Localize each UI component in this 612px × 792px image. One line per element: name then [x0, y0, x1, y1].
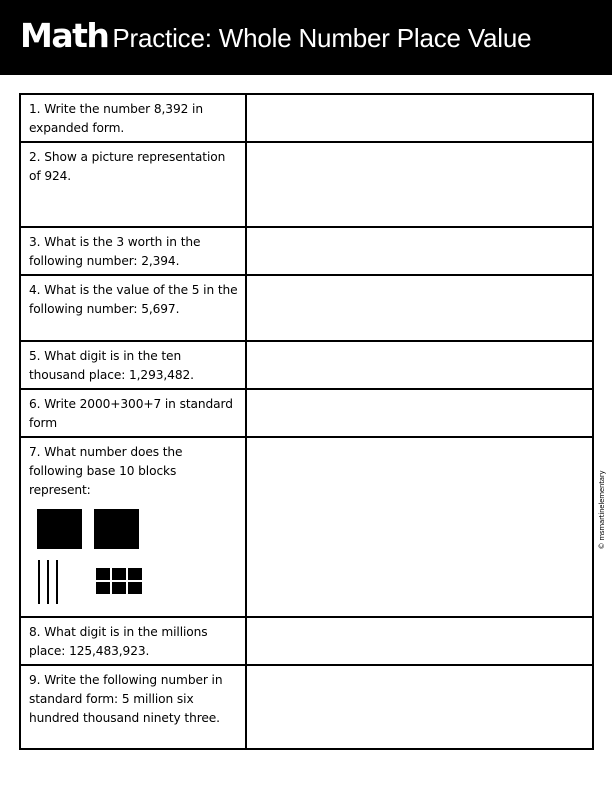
answer-box-7[interactable]: [246, 437, 593, 617]
ones-unit-block: [96, 582, 110, 594]
question-row-5: [20, 341, 593, 389]
question-cell-7: [20, 437, 246, 617]
question-text: 6. Write 2000+300+7 in standard form: [20, 389, 246, 437]
answer-box-1[interactable]: [246, 94, 593, 142]
question-text: 7. What number does the following base 10 blocks represent:: [29, 445, 183, 498]
answer-box-5[interactable]: [246, 341, 593, 389]
question-text: 3. What is the 3 worth in the following number: 2,394.: [20, 227, 246, 275]
answer-box-4[interactable]: [246, 275, 593, 341]
question-text: 4. What is the value of the 5 in the following number: 5,697.: [20, 275, 246, 341]
worksheet-title: Practice: Whole Number Place Value: [112, 23, 532, 53]
base10-blocks-figure: [29, 501, 239, 616]
question-text: 5. What digit is in the ten thousand place: 1,293,482.: [20, 341, 246, 389]
question-row-9: [20, 665, 593, 749]
hundreds-flat-block: [37, 509, 82, 549]
question-row-1: [20, 94, 593, 142]
question-row-7: [20, 437, 593, 617]
question-row-4: [20, 275, 593, 341]
ones-unit-block: [96, 568, 110, 580]
answer-box-6[interactable]: [246, 389, 593, 437]
page-title: [20, 16, 531, 62]
hundreds-flat-block: [94, 509, 139, 549]
tens-rod-block: [38, 560, 40, 604]
answer-box-2[interactable]: [246, 142, 593, 227]
tens-rod-block: [47, 560, 49, 604]
ones-unit-block: [112, 582, 126, 594]
tens-rod-block: [56, 560, 58, 604]
copyright-label: © msmartinelementary: [598, 470, 606, 550]
header-banner: [0, 0, 612, 75]
question-row-3: [20, 227, 593, 275]
answer-box-8[interactable]: [246, 617, 593, 665]
brand-label: Math: [20, 16, 109, 55]
answer-box-9[interactable]: [246, 665, 593, 749]
ones-unit-block: [128, 582, 142, 594]
question-row-8: [20, 617, 593, 665]
question-row-6: [20, 389, 593, 437]
worksheet-table: [19, 93, 594, 750]
question-text: 1. Write the number 8,392 in expanded form.: [20, 94, 246, 142]
answer-box-3[interactable]: [246, 227, 593, 275]
question-text: 9. Write the following number in standard form: 5 million six hundred thousand ninety three.: [20, 665, 246, 749]
ones-unit-blocks: [96, 568, 143, 595]
ones-unit-block: [112, 568, 126, 580]
question-text: 8. What digit is in the millions place: 125,483,923.: [20, 617, 246, 665]
question-text: 2. Show a picture representation of 924.: [20, 142, 246, 227]
ones-unit-block: [128, 568, 142, 580]
question-row-2: [20, 142, 593, 227]
